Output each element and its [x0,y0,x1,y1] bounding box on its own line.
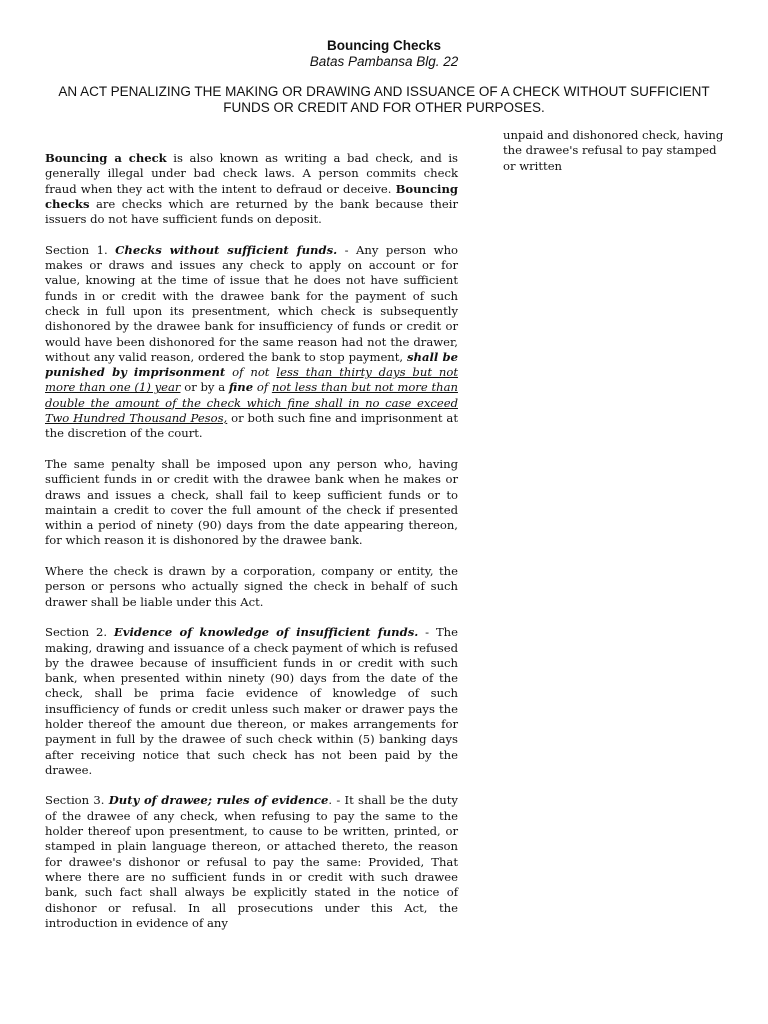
intro-paragraph: Bouncing a check is also known as writing a bad check, and is generally illegal under bad check laws. A person commits check fraud when they act with the intent to defraud or deceive. Bouncing checks are checks which are returned by the bank because their issuers do not have sufficient funds on deposit. [45,151,458,227]
right-column [503,128,724,174]
section-2-heading: Evidence of knowledge of insufficient funds. [113,625,419,640]
intro-term-2: Bouncing checks [45,181,458,211]
document-header [0,38,768,70]
imprisonment-term: less than thirty days but not more than one (1) year [45,365,458,395]
section-1-paragraph: Section 1. Checks without sufficient funds. - Any person who makes or draws and issues any check to apply on account or for value, knowing at the time of issue that he does not have sufficient funds in or credit with the drawee bank for the payment of such check in full upon its presentment, which check is subsequently dishonored by the drawee bank for insufficiency of funds or credit or would have been dishonored for the same reason had not the drawer, without any valid reason, ordered the bank to stop payment, shall be punished by imprisonment of not less than thirty days but not more than one (1) year or by a fine of not less than but not more than double the amount of the check which fine shall in no case exceed Two Hundred Thousand Pesos, or both such fine and imprisonment at the discretion of the court. [45,242,459,441]
document-title: Bouncing Checks [326,38,442,53]
section-3-paragraph: Section 3. Duty of drawee; rules of evidence. - It shall be the duty of the drawee of any check, when refusing to pay the same to the holder thereof upon presentment, to cause to be written, printed, or stamped in plain language thereon, or attached thereto, the reason for drawee's dishonor or refusal to pay the same: Provided, That where there are no sufficient funds in or credit with such drawee bank, such fact shall always be explicitly stated in the notice of dishonor or refusal. In all prosecutions under this Act, the introduction in evidence of any [45,793,458,930]
section-1-paragraph-3: Where the check is drawn by a corporation, company or entity, the person or persons who actually signed the check in behalf of such drawer shall be liable under this Act. [45,564,458,609]
section-1-paragraph-2: The same penalty shall be imposed upon any person who, having sufficient funds in or credit with the drawee bank when he makes or draws and issues a check, shall fail to keep sufficient funds or to maintain a credit to cover the full amount of the check if presented within a period of ninety (90) days from the date appearing thereon, for which reason it is dishonored by the drawee bank. [45,456,458,548]
intro-term-1: Bouncing a check [45,151,167,165]
document-subtitle: Batas Pambansa Blg. 22 [309,54,459,69]
fine-term: not less than but not more than double the amount of the check which fine shall in no case exceed Two Hundred Thousand Pesos, [45,380,458,426]
section-3-heading: Duty of drawee; rules of evidence [108,793,329,808]
act-title: AN ACT PENALIZING THE MAKING OR DRAWING AND ISSUANCE OF A CHECK WITHOUT SUFFICIENT FUNDS OR CREDIT AND FOR OTHER PURPOSES. [58,84,710,115]
left-column [45,151,458,946]
section-2-paragraph: Section 2. Evidence of knowledge of insufficient funds. - The making, drawing and issuance of a check payment of which is refused by the drawee because of insufficient funds in or credit with such bank, when presented within ninety (90) days from the date of the check, shall be prima facie evidence of knowledge of such insufficiency of funds or credit unless such maker or drawer pays the holder thereof the amount due thereon, or makes arrangements for payment in full by the drawee of such check within (5) banking days after receiving notice that such check has not been paid by the drawee. [45,625,459,777]
section-3-continuation: unpaid and dishonored check, having the drawee's refusal to pay stamped or written [503,128,724,173]
section-1-heading: Checks without sufficient funds. [115,242,338,257]
